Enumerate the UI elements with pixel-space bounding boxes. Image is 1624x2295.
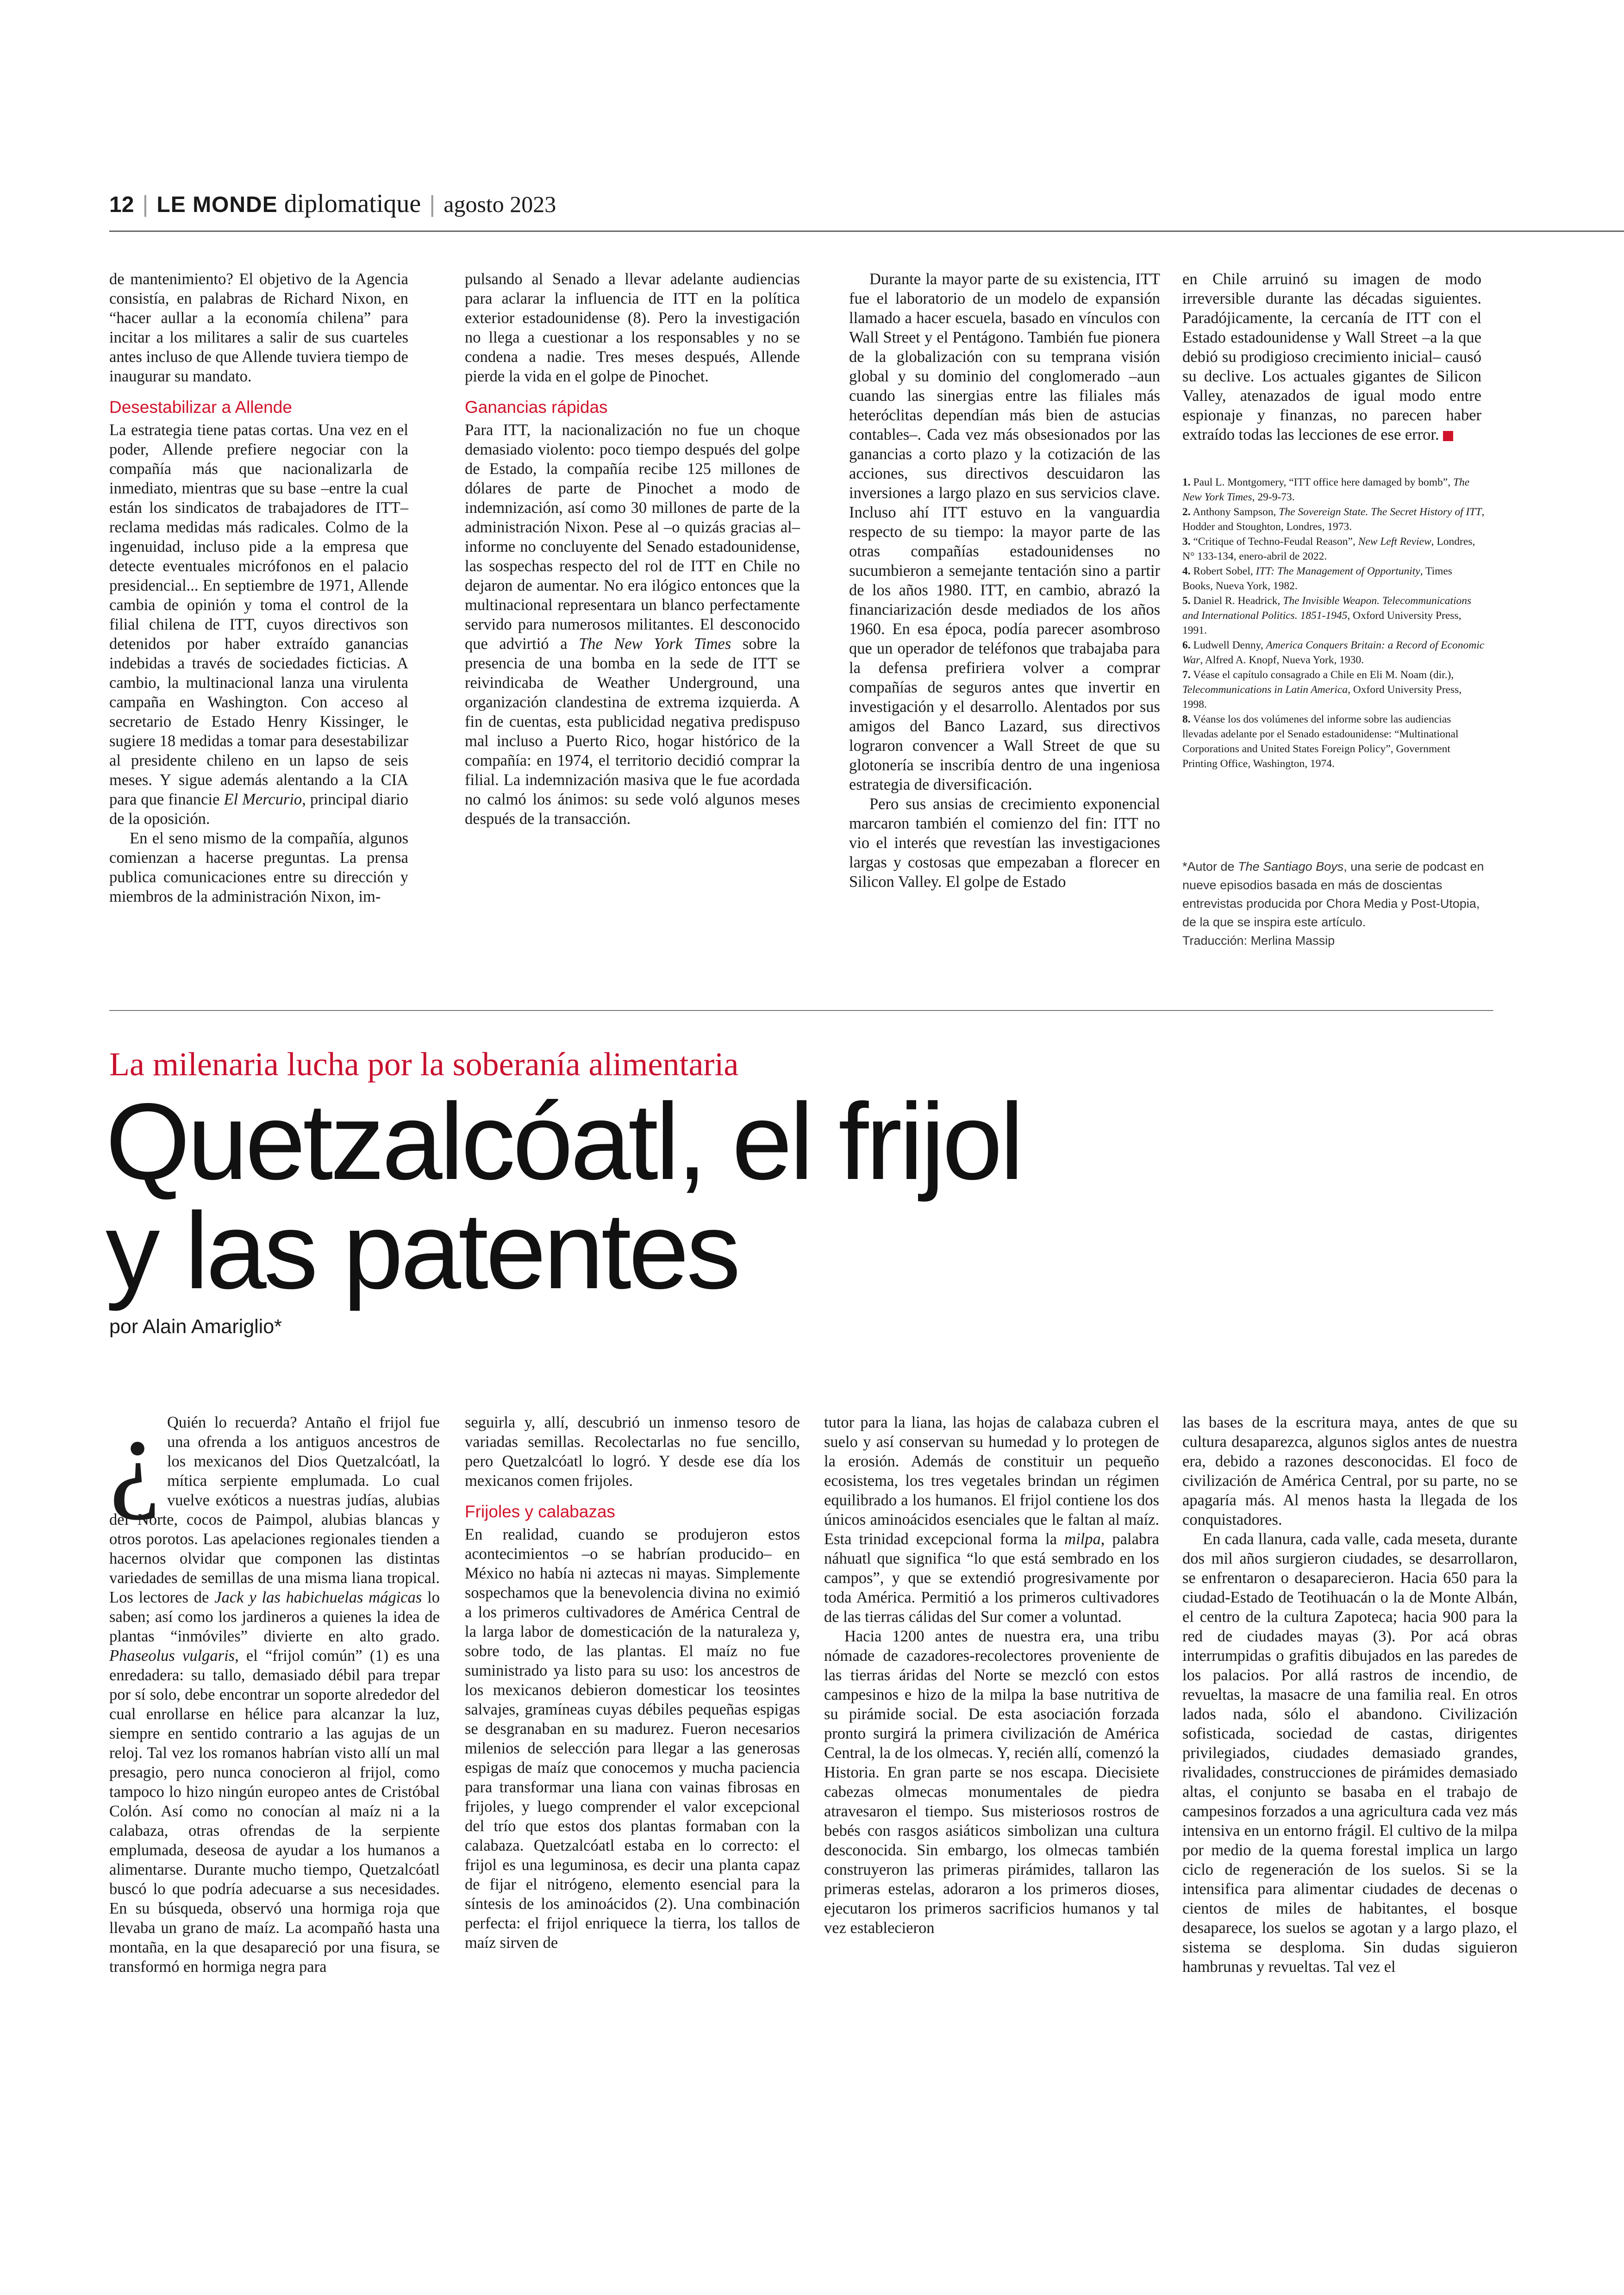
footnote-title: New Left Review (1358, 536, 1431, 548)
paragraph: En realidad, cuando se produjeron estos acontecimientos –o se habrían producido– en México no había ni aztecas ni mayas. Simplemente sospechamos que la benevolencia divina no eximió a los primeros cultivadores de América Central de la larga labor de domesticación de la naturaleza y, sobre todo, de las plantas. El maíz no fue suministrado ya listo para su uso: los ancestros de los mexicanos debieron domesticar los teosintes salvajes, gramíneas cuyas débiles pequeñas espigas se desgranaban en su madurez. Fueron necesarios milenios de selección para llegar a las generosas espigas de maíz que conocemos y mucha paciencia para transformar una liana con vainas fibrosas en frijoles, y luego comprender el valor excepcional del trío que estos dos plantas formaban con la calabaza. Quetzalcóatl estaba en lo correcto: el frijol es una leguminosa, es decir una planta capaz de fijar el nitrógeno, elemento esencial para la síntesis de los aminoácidos (2). Una combinación perfecta: el frijol enriquece la tierra, los tallos de maíz sirven de (465, 1526, 800, 1952)
footnote-text: Daniel R. Headrick, (1193, 595, 1283, 607)
footnote-number: 5. (1182, 595, 1191, 607)
footnote-title: The New York Times (1182, 476, 1470, 503)
footnote (1182, 564, 1485, 593)
footnote (1182, 534, 1485, 564)
section-subhead: Ganancias rápidas (465, 398, 608, 417)
footnote-title: ITT: The Management of Opportunity (1255, 565, 1420, 577)
article-column-4 (1182, 1413, 1518, 1977)
italic-title: El Mercurio (224, 791, 302, 808)
top-article-column-1 (109, 269, 408, 906)
footnote-number: 6. (1182, 639, 1191, 651)
footnote-number: 7. (1182, 669, 1191, 681)
footnote-text: , Hodder and Stoughton, Londres, 1973. (1182, 506, 1485, 533)
section-divider (109, 1010, 1493, 1011)
paragraph-text: La estrategia tiene patas cortas. Una vez en el poder, Allende prefiere negociar con la compañía más que nacionalizarla de inmediato, mientras que su base –entre la cual están los sindicatos de trabajadores de ITT– reclama medidas más radicales. Colmo de la ingenuidad, incluso pide a la empresa que detecte eventuales micrófonos en el palacio presidencial... En septiembre de 1971, Allende cambia de opinión y toma el control de la filial chilena de ITT, cuyos directivos son detenidos por haber extraído ganancias indebidas a través de sociedades ficticias. A cambio, la multinacional lanza una virulenta campaña en Washington. Con acceso al secretario de Estado Henry Kissinger, le sugiere 18 medidas a tomar para desestabilizar al presidente chileno en un lapso de seis meses. Y sigue además alentando a la CIA para que financie (109, 421, 408, 808)
paragraph-text: tutor para la liana, las hojas de calabaza cubren el suelo y así conservan su humedad y lo protegen de la erosión. Además de constituir un pequeño ecosistema, los tres vegetales brindan un régimen equilibrado a los humanos. El frijol contiene los dos únicos aminoácidos esenciales que le faltan al maíz. Esta trinidad excepcional forma la (824, 1414, 1159, 1548)
italic-term: milpa (1064, 1530, 1101, 1548)
top-article-column-3 (849, 269, 1160, 892)
end-mark-icon (1443, 431, 1453, 441)
paragraph: seguirla y, allí, descubrió un inmenso tesoro de variadas semillas. Recolectarlas no fue sencillo, pero Quetzalcóatl lo logró. Y desde ese día los mexicanos comen frijoles. (465, 1414, 800, 1490)
paragraph: las bases de la escritura maya, antes de que su cultura desaparezca, algunos siglos antes de nuestra era, debido a razones desconocidas. El foco de civilización de América Central, por su parte, no se apagaría más. Al menos hasta la llegada de los conquistadores. (1182, 1414, 1518, 1528)
footnotes (1182, 475, 1485, 771)
footnote-text: , 29-9-73. (1252, 491, 1295, 503)
paragraph-text: Quién lo recuerda? Antaño el frijol fue una ofrenda a los antiguos ancestros de los mexicanos del Dios Quetzalcóatl, la mítica serpiente emplumada. Lo cual vuelve exóticos a nuestras judías, alubias del Norte, cocos de Paimpol, alubias blancas y otros porotos. Las apelaciones regionales tienden a hacernos olvidar que componen las distintas variedades de semillas de una misma liana tropical. Los lectores de (109, 1414, 440, 1606)
issue-date: agosto 2023 (443, 191, 556, 217)
footnote-number: 3. (1182, 536, 1191, 548)
headline-line-1: Quetzalcóatl, el frijol (106, 1080, 1021, 1202)
byline: por Alain Amariglio* (109, 1316, 282, 1338)
author-note (1182, 857, 1485, 950)
paragraph-text: , principal diario de la oposición. (109, 791, 409, 828)
publication-brand: LE MONDE (156, 193, 278, 217)
translation-credit: Traducción: Merlina Massip (1182, 934, 1335, 948)
paragraph: En cada llanura, cada valle, cada meseta, durante dos mil años surgieron ciudades, se desarrollaron, se enfrentaron o desaparecieron. Hacia 650 para la ciudad-Estado de Teotihuacán o la de Monte Albán, el centro de la cultura Zapoteca; hacia 900 para la red de ciudades mayas (3). Por acá obras interrumpidas o grafitis dibujados en las paredes de los palacios. Por allá rastros de incendio, de revueltas, la masacre de una familia real. En otros lados nada, sólo el abandono. Civilización sofisticada, sociedad de castas, dirigentes privilegiados, ciudades demasiado grandes, rivalidades, construcciones de pirámides demasiado altas, el conjunto se basaba en el trabajo de campesinos forzados a una agricultura cada vez más intensiva en un entorno frágil. El cultivo de la milpa por medio de la quema forestal implica un largo ciclo de regeneración de los suelos. Si se la intensifica para alimentar ciudades de decenas o cientos de miles de habitantes, el bosque desaparece, los suelos se agotan y a largo plazo, el sistema se desploma. Sin dudas siguieron hambrunas y revueltas. Tal vez el (1182, 1530, 1518, 1976)
footnote-text: , Times Books, Nueva York, 1982. (1182, 565, 1452, 592)
paragraph-text: lo saben; así como los jardineros a quienes la idea de plantas “inmóviles” divierte en alto grado. (109, 1589, 440, 1645)
author-note-text: , una serie de podcast en nueve episodios basada en más de doscientas entrevistas producida por Chora Media y Post-Utopia, de la que se inspira este artículo. (1182, 860, 1484, 929)
footnote (1182, 505, 1485, 534)
top-article-column-2 (465, 269, 800, 829)
header-rule (109, 231, 1624, 232)
italic-title: The New York Times (579, 635, 731, 653)
paragraph-text: sobre la presencia de una bomba en la sede de ITT se reivindicaba de Weather Underground, una organización clandestina de extrema izquierda. A fin de cuentas, esta publicidad negativa predispuso mal incluso a Puerto Rico, hogar histórico de la compañía: en 1974, el territorio decidió comprar la filial. La indemnización masiva que le fue acordada no calmó los ánimos: su sede voló algunos meses después de la transacción. (465, 635, 800, 828)
paragraph: de mantenimiento? El objetivo de la Agencia consistía, en palabras de Richard Nixon, en “hacer aullar a la economía chilena” para incitar a los militares a salir de sus cuarteles antes incluso de que Allende tuviera tiempo de inaugurar su mandato. (109, 270, 408, 385)
publication-sub: diplomatique (284, 189, 421, 218)
footnote-text: Ludwell Denny, (1193, 639, 1266, 651)
footnote-text: “Critique of Techno-Feudal Reason”, (1193, 536, 1358, 548)
paragraph-text: , palabra náhuatl que significa “lo que está sembrado en los campos”, y que se extendió progresivamente por toda América. Permitió a los primeros cultivadores de las tierras cálidas del Sur comer a voluntad. (824, 1530, 1159, 1626)
paragraph (824, 1413, 1159, 1627)
footnote-number: 8. (1182, 713, 1191, 725)
section-subhead: Frijoles y calabazas (465, 1502, 615, 1521)
footnote (1182, 638, 1485, 667)
footnote (1182, 667, 1485, 712)
footnote-text: Robert Sobel, (1193, 565, 1256, 577)
paragraph (109, 1393, 440, 1977)
top-article-column-4 (1182, 269, 1481, 444)
footnote-title: The Sovereign State. The Secret History of ITT (1279, 506, 1482, 518)
article-column-3 (824, 1413, 1159, 1938)
paragraph-text: , el “frijol común” (1) es una enredadera: su tallo, demasiado débil para trepar por sí solo, debe encontrar un soporte alrededor del cual enrollarse en hélice para alcanzar la luz, siempre en sentido contrario a las agujas de un reloj. Tal vez los romanos habrían visto allí un mal presagio, pero nunca conocieron al frijol, como tampoco lo hizo ningún europeo antes de Cristóbal Colón. Así como no conocían al maíz ni a la calabaza, otras ofrendas de la serpiente emplumada, deseosa de ayudar a los humanos a alimentarse. Durante mucho tiempo, Quetzalcóatl buscó lo que podría adecuarse a sus necesidades. En su búsqueda, observó una hormiga roja que llevaba un grano de maíz. La acompañó hasta una montaña, en la que desapareció por una fisura, se transformó en hormiga negra para (109, 1647, 440, 1976)
footnote (1182, 475, 1485, 505)
footnote-text: Véase el capítulo consagrado a Chile en Eli M. Noam (dir.), (1193, 669, 1454, 681)
article-column-2 (465, 1413, 800, 1952)
footnote-text: Paul L. Montgomery, “ITT office here damaged by bomb”, (1193, 476, 1453, 488)
page-header (109, 189, 556, 226)
paragraph: Hacia 1200 antes de nuestra era, una tribu nómade de cazadores-recolectores proveniente de las tierras áridas del Norte se mezcló con estos campesinos e hizo de la milpa la base nutritiva de su pirámide social. De esta asociación forzada pronto surgirá la primera civilización de América Central, la de los olmecas. Y, recién allí, comenzó la Historia. En gran parte se nos escapa. Diecisiete cabezas olmecas monumentales de piedra atravesaron el tiempo. Sus misteriosos rostros de bebés con rasgos asiáticos simbolizan una cultura desconocida. Sin embargo, los olmecas también construyeron las primeras pirámides, tallaron las primeras estelas, adoraron a los primeros dioses, ejecutaron los primeros sacrificios humanos y tal vez establecieron (824, 1628, 1159, 1937)
author-note-text: *Autor de (1182, 860, 1238, 873)
italic-title: Jack y las habichuelas mágicas (214, 1589, 422, 1606)
page-number: 12 (109, 193, 134, 217)
footnote (1182, 712, 1485, 771)
footnote-text: , Oxford University Press, 1991. (1182, 610, 1462, 636)
article-headline (106, 1080, 1494, 1311)
paragraph-text: en Chile arruinó su imagen de modo irreversible durante las décadas siguientes. Paradójicamente, la cercanía de ITT con el Estado estadounidense y Wall Street –a la que debió su prodigioso crecimiento inicial– causó su declive. Los actuales gigantes de Silicon Valley, atenazados de igual modo entre espionaje y finanzas, no parecen haber extraído todas las lecciones de ese error. (1182, 270, 1481, 443)
drop-cap: ¿ (109, 1393, 161, 1522)
footnote-text: , Alfred A. Knopf, Nueva York, 1930. (1200, 654, 1364, 666)
headline-line-2: y las patentes (106, 1190, 738, 1311)
paragraph: En el seno mismo de la compañía, algunos comienzan a hacerse preguntas. La prensa publica comunicaciones entre su dirección y miembros de la administración Nixon, im- (109, 829, 408, 905)
footnote (1182, 593, 1485, 638)
author-note-title: The Santiago Boys (1238, 860, 1344, 873)
article-kicker: La milenaria lucha por la soberanía alimentaria (109, 1046, 739, 1083)
paragraph (465, 420, 800, 829)
paragraph (1182, 269, 1481, 444)
paragraph: Pero sus ansias de crecimiento exponencial marcaron también el comienzo del fin: ITT no vio el interés que revestían las investigaciones largas y costosas que empezaban a florecer en Silicon Valley. El golpe de Estado (849, 795, 1160, 891)
footnote-number: 1. (1182, 476, 1191, 488)
footnote-text: , Oxford University Press, 1998. (1182, 684, 1462, 711)
footnote-title: Telecommunications in Latin America (1182, 684, 1348, 696)
header-separator: | (142, 191, 149, 217)
footnote-title: America Conquers Britain: a Record of Economic War (1182, 639, 1485, 666)
footnote-text: Anthony Sampson, (1193, 506, 1279, 518)
footnote-text: , Londres, N° 133-134, enero-abril de 2022. (1182, 536, 1475, 562)
footnote-text: Véanse los dos volúmenes del informe sobre las audiencias llevadas adelante por el Senado estadounidense: “Multinational Corporations and United States Foreign Policy”, Government Printing Office, Washington, 1974. (1182, 713, 1459, 770)
paragraph: Durante la mayor parte de su existencia, ITT fue el laboratorio de un modelo de expansión llamado a hacer escuela, basado en vínculos con Wall Street y el Pentágono. También fue pionera de la globalización con su temprana visión global y su dominio del conglomerado –aun cuando las sinergias entre las filiales más heteróclitas dependían más bien de astucias contables–. Cada vez más obsesionados por las ganancias a corto plazo y la cotización de las acciones, sus directivos descuidaron las inversiones a largo plazo en sus servicios clave. Incluso ahí ITT estuvo en la vanguardia respecto de su tiempo: la mayor parte de las otras compañías estadounidenses no sucumbieron a semejante tentación sino a partir de los años 1980. ITT, en cambio, abrazó la financiarización desde mediados de los años 1960. En esa época, podía parecer asombroso que un operador de teléfonos que trabajaba para la defensa prefiriera volver a comprar compañías de seguros antes que invertir en investigación y el desarrollo. Alentados por sus amigos del Banco Lazard, sus directivos lograron convencer a Wall Street de que su glotonería se inscribía dentro de una ingeniosa estrategia de diversificación. (849, 270, 1160, 793)
footnote-title: The Invisible Weapon. Telecommunications and International Politics. 1851-1945 (1182, 595, 1472, 622)
paragraph-text: Para ITT, la nacionalización no fue un choque demasiado violento: poco tiempo después del golpe de Estado, la compañía recibe 125 millones de dólares de parte de Pinochet a modo de indemnización, así como 30 millones de parte de la administración Nixon. Pese al –o quizás gracias al– informe no concluyente del Senado estadounidense, las sospechas respecto del rol de ITT en Chile no dejaron de aumentar. No era ilógico entonces que la multinacional representara un blanco perfectamente servido para numerosos militantes. El desconocido que advirtió a (465, 421, 800, 653)
footnote-number: 2. (1182, 506, 1191, 518)
footnote-number: 4. (1182, 565, 1191, 577)
article-column-1 (109, 1393, 440, 1977)
italic-term: Phaseolus vulgaris (109, 1647, 235, 1665)
header-separator-2: | (429, 191, 436, 217)
paragraph: pulsando al Senado a llevar adelante audiencias para aclarar la influencia de ITT en la política exterior estadounidense (8). Pero la investigación no llega a cuestionar a los responsables y no se condena a nadie. Tres meses después, Allende pierde la vida en el golpe de Pinochet. (465, 270, 800, 385)
section-subhead: Desestabilizar a Allende (109, 398, 292, 417)
paragraph (109, 420, 408, 829)
